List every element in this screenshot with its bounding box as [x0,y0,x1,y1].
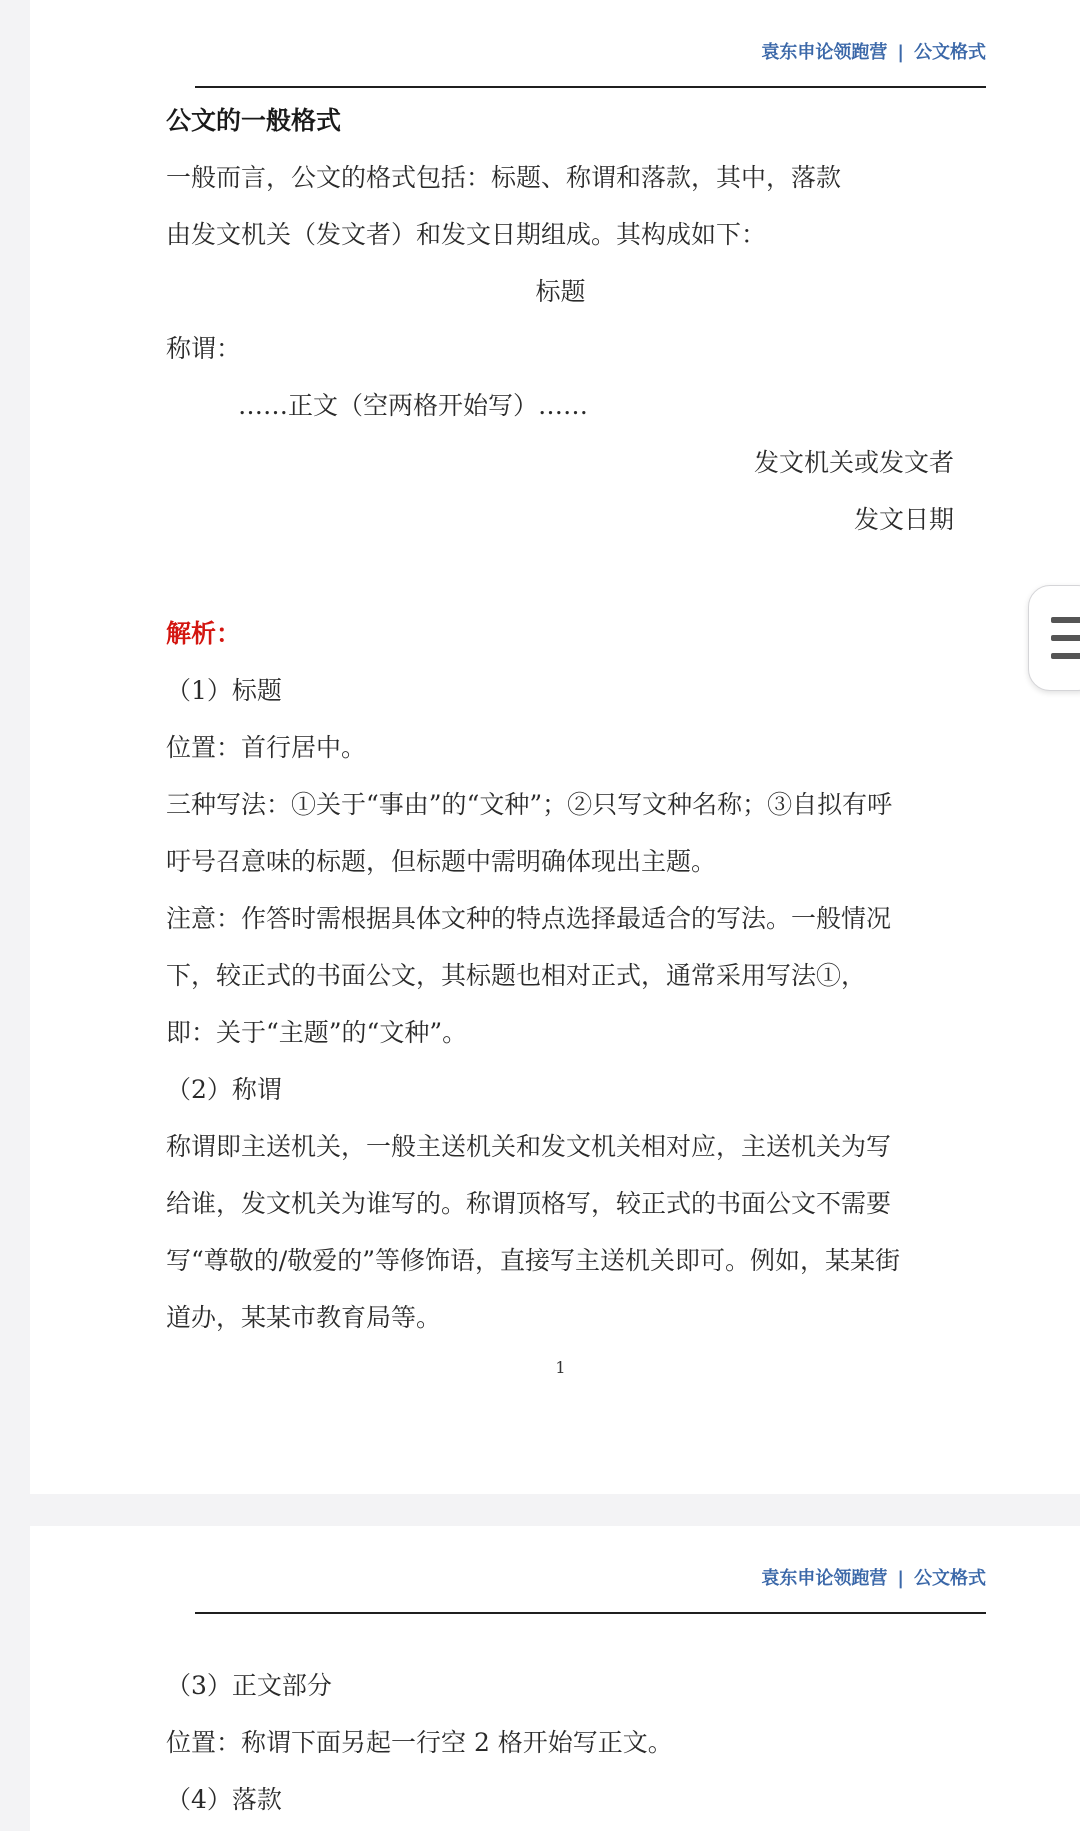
menu-icon-bar [1051,635,1080,641]
analysis-label: 解析： [166,619,242,648]
section-1-methods-line-2: 吁号召意味的标题，但标题中需明确体现出主题。 [166,847,717,876]
section-3-heading: （3）正文部分 [166,1671,332,1700]
section-2-line-1: 称谓即主送机关，一般主送机关和发文机关相对应，主送机关为写 [166,1132,892,1161]
section-1-note-line-2: 下，较正式的书面公文，其标题也相对正式，通常采用写法①， [166,961,867,990]
section-1-heading: （1）标题 [166,676,282,705]
section-2-line-4: 道办，某某市教育局等。 [166,1303,442,1332]
section-2-heading: （2）称谓 [166,1075,282,1104]
section-3-position: 位置：称谓下面另起一行空 2 格开始写正文。 [166,1728,673,1757]
header-section: 公文格式 [914,1568,986,1589]
page-number: 1 [555,1358,566,1377]
header-section: 公文格式 [914,42,986,63]
template-salutation: 称谓： [166,334,242,363]
header-brand: 袁东申论领跑营 [761,42,888,63]
menu-icon-bar [1051,617,1080,623]
header-separator: | [897,1568,904,1589]
page-header [195,0,986,88]
template-issuer: 发文机关或发文者 [753,448,954,477]
template-date: 发文日期 [853,505,954,534]
section-1-note-line-3: 即：关于“主题”的“文种”。 [166,1018,468,1047]
section-4-heading: （4）落款 [166,1785,282,1814]
header-separator: | [897,42,904,63]
section-2-line-3: 写“尊敬的/敬爱的”等修饰语，直接写主送机关即可。例如，某某街 [166,1246,900,1275]
template-body: ……正文（空两格开始写）…… [238,391,589,420]
intro-line-1: 一般而言，公文的格式包括：标题、称谓和落款，其中，落款 [166,163,842,192]
page-header [195,1526,986,1614]
header-brand: 袁东申论领跑营 [761,1568,888,1589]
section-1-position: 位置：首行居中。 [166,733,367,762]
side-menu-tab[interactable] [1028,585,1080,691]
header-text [761,38,986,64]
section-1-methods-line-1: 三种写法：①关于“事由”的“文种”；②只写文种名称；③自拟有呼 [166,790,893,819]
page-heading: 公文的一般格式 [166,106,342,135]
intro-line-2: 由发文机关（发文者）和发文日期组成。其构成如下： [166,220,767,249]
menu-icon-bar [1051,653,1080,659]
section-1-note-line-1: 注意：作答时需根据具体文种的特点选择最适合的写法。一般情况 [166,904,892,933]
section-2-line-2: 给谁，发文机关为谁写的。称谓顶格写，较正式的书面公文不需要 [166,1189,892,1218]
header-text [761,1564,986,1590]
template-title: 标题 [535,277,586,306]
